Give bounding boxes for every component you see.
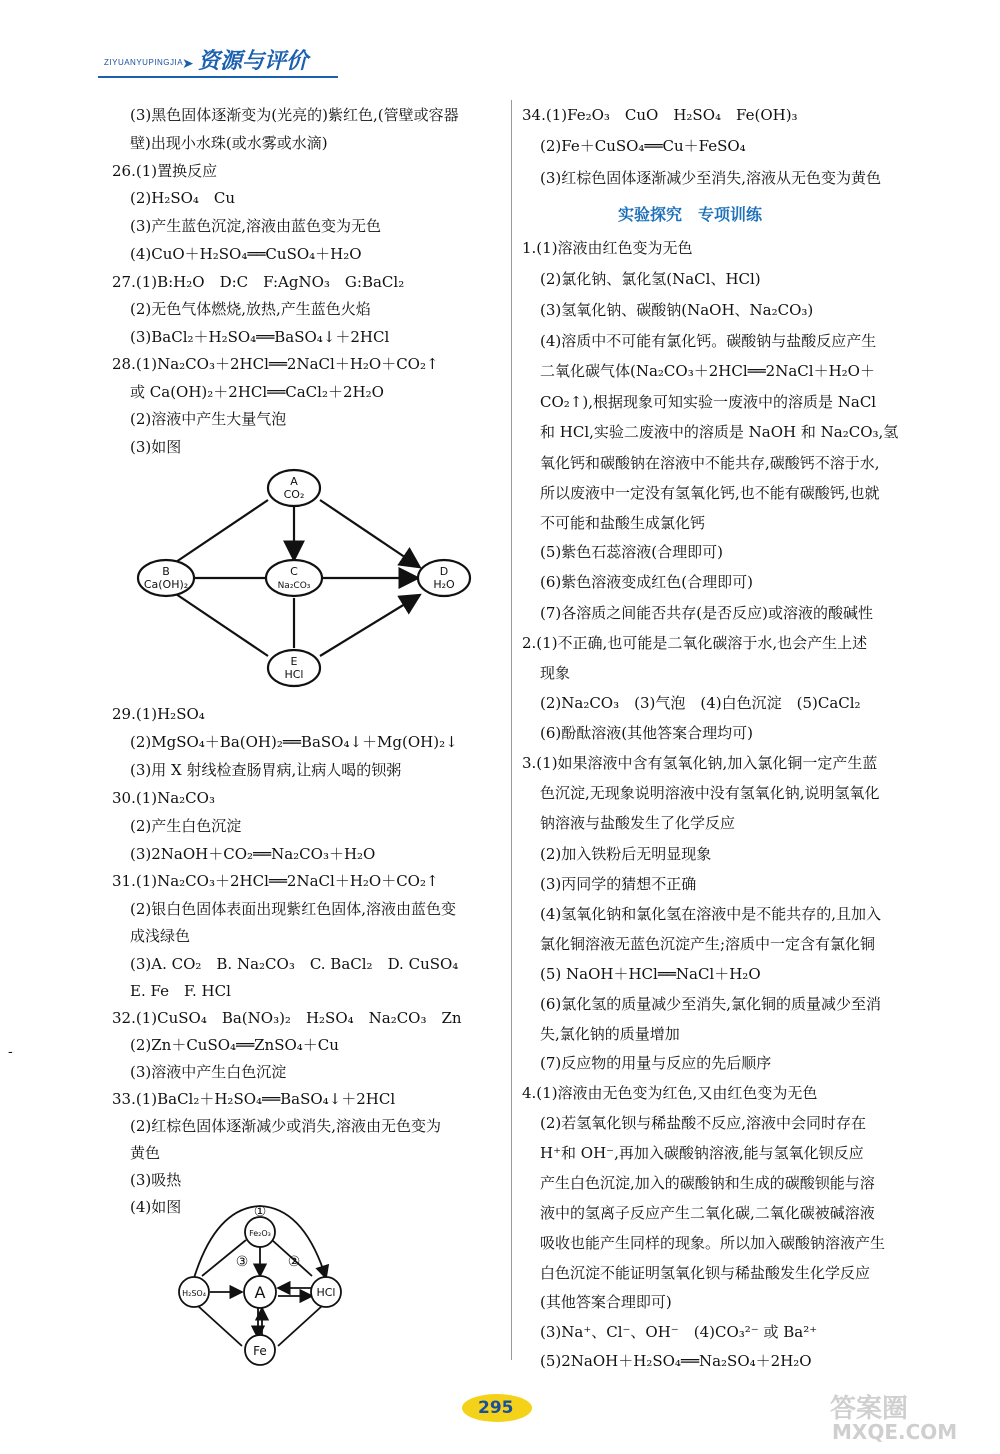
left-line: (2)产生白色沉淀: [130, 817, 242, 835]
left-line: (2)红棕色固体逐渐减少或消失,溶液由无色变为: [130, 1117, 442, 1135]
node-fe-label: Fe: [253, 1344, 267, 1358]
right-line: 二氧化碳气体(Na₂CO₃＋2HCl══2NaCl＋H₂O＋: [540, 362, 875, 380]
right-line: (5) NaOH＋HCl══NaCl＋H₂O: [540, 965, 761, 983]
left-line: (2)H₂SO₄ Cu: [130, 189, 236, 207]
left-line: 28.(1)Na₂CO₃＋2HCl══2NaCl＋H₂O＋CO₂↑: [112, 355, 439, 373]
column-divider: [511, 100, 512, 1360]
right-line: 所以废液中一定没有氢氧化钙,也不能有碳酸钙,也就: [540, 484, 880, 502]
node-A-letter: A: [290, 475, 298, 488]
right-line: 色沉淀,无现象说明溶液中没有氢氧化钠,说明氢氧化: [540, 784, 880, 802]
right-line: (3)红棕色固体逐渐减少至消失,溶液从无色变为黄色: [540, 169, 882, 187]
reaction-diagram-1: [126, 468, 476, 698]
right-line: (6)酚酞溶液(其他答案合理均可): [540, 724, 753, 742]
left-line: (2)银白色固体表面出现紫红色固体,溶液由蓝色变: [130, 900, 457, 918]
left-line: 33.(1)BaCl₂＋H₂SO₄══BaSO₄↓＋2HCl: [112, 1090, 396, 1108]
right-line: 氯化铜溶液无蓝色沉淀产生;溶质中一定含有氯化铜: [540, 935, 876, 953]
left-line: (3)产生蓝色沉淀,溶液由蓝色变为无色: [130, 217, 382, 235]
left-line: 黄色: [130, 1144, 161, 1162]
reaction-diagram-2: [176, 1200, 346, 1366]
node-A-formula: CO₂: [283, 488, 305, 501]
right-line: 2.(1)不正确,也可能是二氧化碳溶于水,也会产生上述: [522, 634, 868, 652]
page-number-text: 295: [478, 1398, 514, 1418]
marker-3: ③: [235, 1254, 249, 1270]
edge-B-A: [170, 500, 268, 566]
right-line: 氧化钙和碳酸钠在溶液中不能共存,碳酸钙不溶于水,: [540, 454, 880, 472]
right-line: 现象: [540, 664, 571, 682]
node-D-formula: H₂O: [433, 578, 455, 591]
edge-E-D: [320, 596, 418, 656]
right-line: 不可能和盐酸生成氯化钙: [540, 514, 706, 532]
right-line: (3)Na⁺、Cl⁻、OH⁻ (4)CO₃²⁻ 或 Ba²⁺: [540, 1323, 818, 1341]
right-line: 产生白色沉淀,加入的碳酸钠和生成的碳酸钡能与溶: [540, 1174, 875, 1192]
right-line: 钠溶液与盐酸发生了化学反应: [540, 814, 736, 832]
left-line: (3)A. CO₂ B. Na₂CO₃ C. BaCl₂ D. CuSO₄: [130, 955, 459, 973]
right-line: H⁺和 OH⁻,再加入碳酸钠溶液,能与氢氧化钡反应: [540, 1144, 864, 1162]
left-line: (2)无色气体燃烧,放热,产生蓝色火焰: [130, 300, 371, 318]
node-C-formula: Na₂CO₃: [277, 581, 311, 591]
watermark-logo: 答案圈: [830, 1394, 909, 1424]
left-line: 27.(1)B:H₂O D:C F:AgNO₃ G:BaCl₂: [112, 273, 405, 291]
node-a-label: A: [254, 1283, 266, 1302]
header-title: 资源与评价: [198, 49, 309, 74]
left-line: (3)2NaOH＋CO₂══Na₂CO₃＋H₂O: [130, 845, 376, 863]
right-line: (2)Fe＋CuSO₄══Cu＋FeSO₄: [540, 137, 746, 155]
right-line: 1.(1)溶液由红色变为无色: [522, 239, 693, 257]
left-line: (3)溶液中产生白色沉淀: [130, 1063, 287, 1081]
marker-1: ①: [253, 1204, 267, 1220]
left-line: 29.(1)H₂SO₄: [112, 705, 205, 723]
right-line: (4)氢氧化钠和氯化氢在溶液中是不能共存的,且加入: [540, 905, 882, 923]
marker-2: ②: [287, 1254, 301, 1270]
left-line: (2)Zn＋CuSO₄══ZnSO₄＋Cu: [130, 1036, 339, 1054]
left-line: (2)溶液中产生大量气泡: [130, 410, 287, 428]
right-line: (2)Na₂CO₃ (3)气泡 (4)白色沉淀 (5)CaCl₂: [540, 694, 861, 712]
node-hcl-label: HCl: [316, 1286, 336, 1299]
edge-h2so4-fe: [198, 1306, 242, 1346]
left-line: (3)如图: [130, 438, 182, 456]
right-line: (3)氢氧化钠、碳酸钠(NaOH、Na₂CO₃): [540, 301, 814, 319]
header-roman: ZIYUANYUPINGJIA: [104, 58, 184, 67]
right-line: (5)2NaOH＋H₂SO₄══Na₂SO₄＋2H₂O: [540, 1352, 812, 1370]
margin-mark: -: [8, 1044, 13, 1060]
right-line: 和 HCl,实验二废液中的溶质是 NaOH 和 Na₂CO₃,氢: [540, 423, 899, 441]
left-line: (3)吸热: [130, 1171, 182, 1189]
left-line: (4)如图: [130, 1198, 182, 1216]
right-line: (5)紫色石蕊溶液(合理即可): [540, 543, 723, 561]
node-E-letter: E: [290, 655, 298, 668]
right-line: (6)紫色溶液变成红色(合理即可): [540, 573, 753, 591]
node-h2so4-label: H₂SO₄: [182, 1289, 206, 1298]
edge-B-E: [170, 590, 268, 656]
right-line: (4)溶质中不可能有氯化钙。碳酸钠与盐酸反应产生: [540, 332, 877, 350]
left-line: (3)BaCl₂＋H₂SO₄══BaSO₄↓＋2HCl: [130, 328, 390, 346]
node-D-letter: D: [439, 565, 449, 578]
left-line: (4)CuO＋H₂SO₄══CuSO₄＋H₂O: [130, 245, 362, 263]
left-line: 成浅绿色: [130, 927, 191, 945]
right-line: (3)丙同学的猜想不正确: [540, 875, 697, 893]
edge-hcl-fe: [278, 1306, 322, 1346]
right-line: 失,氯化钠的质量增加: [540, 1025, 680, 1043]
left-line: 31.(1)Na₂CO₃＋2HCl══2NaCl＋H₂O＋CO₂↑: [112, 872, 439, 890]
node-E-formula: HCl: [284, 668, 304, 681]
node-fe2o3-label: Fe₂O₃: [249, 1229, 271, 1238]
right-line: (7)反应物的用量与反应的先后顺序: [540, 1054, 772, 1072]
watermark-url: MXQE.COM: [832, 1420, 958, 1444]
left-line: 26.(1)置换反应: [112, 162, 218, 180]
right-line: CO₂↑),根据现象可知实验一废液中的溶质是 NaCl: [540, 393, 877, 411]
right-line: (7)各溶质之间能否共存(是否反应)或溶液的酸碱性: [540, 604, 873, 622]
left-line: 壁)出现小水珠(或水雾或水滴): [130, 134, 328, 152]
right-line: 3.(1)如果溶液中含有氢氧化钠,加入氯化铜一定产生蓝: [522, 754, 878, 772]
right-line: 白色沉淀不能证明氢氧化钡与稀盐酸发生化学反应: [540, 1264, 871, 1282]
arrow-icon: ➤: [182, 56, 194, 72]
right-line: 34.(1)Fe₂O₃ CuO H₂SO₄ Fe(OH)₃: [522, 106, 798, 124]
right-line: 吸收也能产生同样的现象。所以加入碳酸钠溶液产生: [540, 1234, 886, 1252]
left-line: (2)MgSO₄＋Ba(OH)₂══BaSO₄↓＋Mg(OH)₂↓: [130, 733, 458, 751]
left-line: (3)黑色固体逐渐变为(光亮的)紫红色,(管壁或容器: [130, 106, 459, 124]
page-header: [98, 42, 348, 78]
left-line: 32.(1)CuSO₄ Ba(NO₃)₂ H₂SO₄ Na₂CO₃ Zn: [112, 1009, 462, 1027]
right-line: (其他答案合理即可): [540, 1293, 672, 1311]
section-title: 实验探究 专项训练: [618, 205, 763, 224]
edge-A-D: [320, 500, 418, 566]
right-line: 4.(1)溶液由无色变为红色,又由红色变为无色: [522, 1084, 818, 1102]
node-B-letter: B: [162, 565, 170, 578]
right-line: (6)氯化氢的质量减少至消失,氯化铜的质量减少至消: [540, 995, 882, 1013]
page-number: [462, 1394, 538, 1424]
right-line: (2)加入铁粉后无明显现象: [540, 845, 712, 863]
right-line: (2)氯化钠、氯化氢(NaCl、HCl): [540, 270, 761, 288]
right-line: (2)若氢氧化钡与稀盐酸不反应,溶液中会同时存在: [540, 1114, 867, 1132]
right-line: 液中的氢离子反应产生二氧化碳,二氧化碳被碱溶液: [540, 1204, 875, 1222]
header-rule: [98, 76, 338, 78]
left-line: (3)用 X 射线检查肠胃病,让病人喝的钡粥: [130, 761, 402, 779]
left-line: E. Fe F. HCl: [130, 982, 231, 1000]
node-B-formula: Ca(OH)₂: [143, 578, 189, 591]
node-C-letter: C: [290, 565, 298, 578]
left-line: 或 Ca(OH)₂＋2HCl══CaCl₂＋2H₂O: [130, 383, 384, 401]
left-line: 30.(1)Na₂CO₃: [112, 789, 215, 807]
